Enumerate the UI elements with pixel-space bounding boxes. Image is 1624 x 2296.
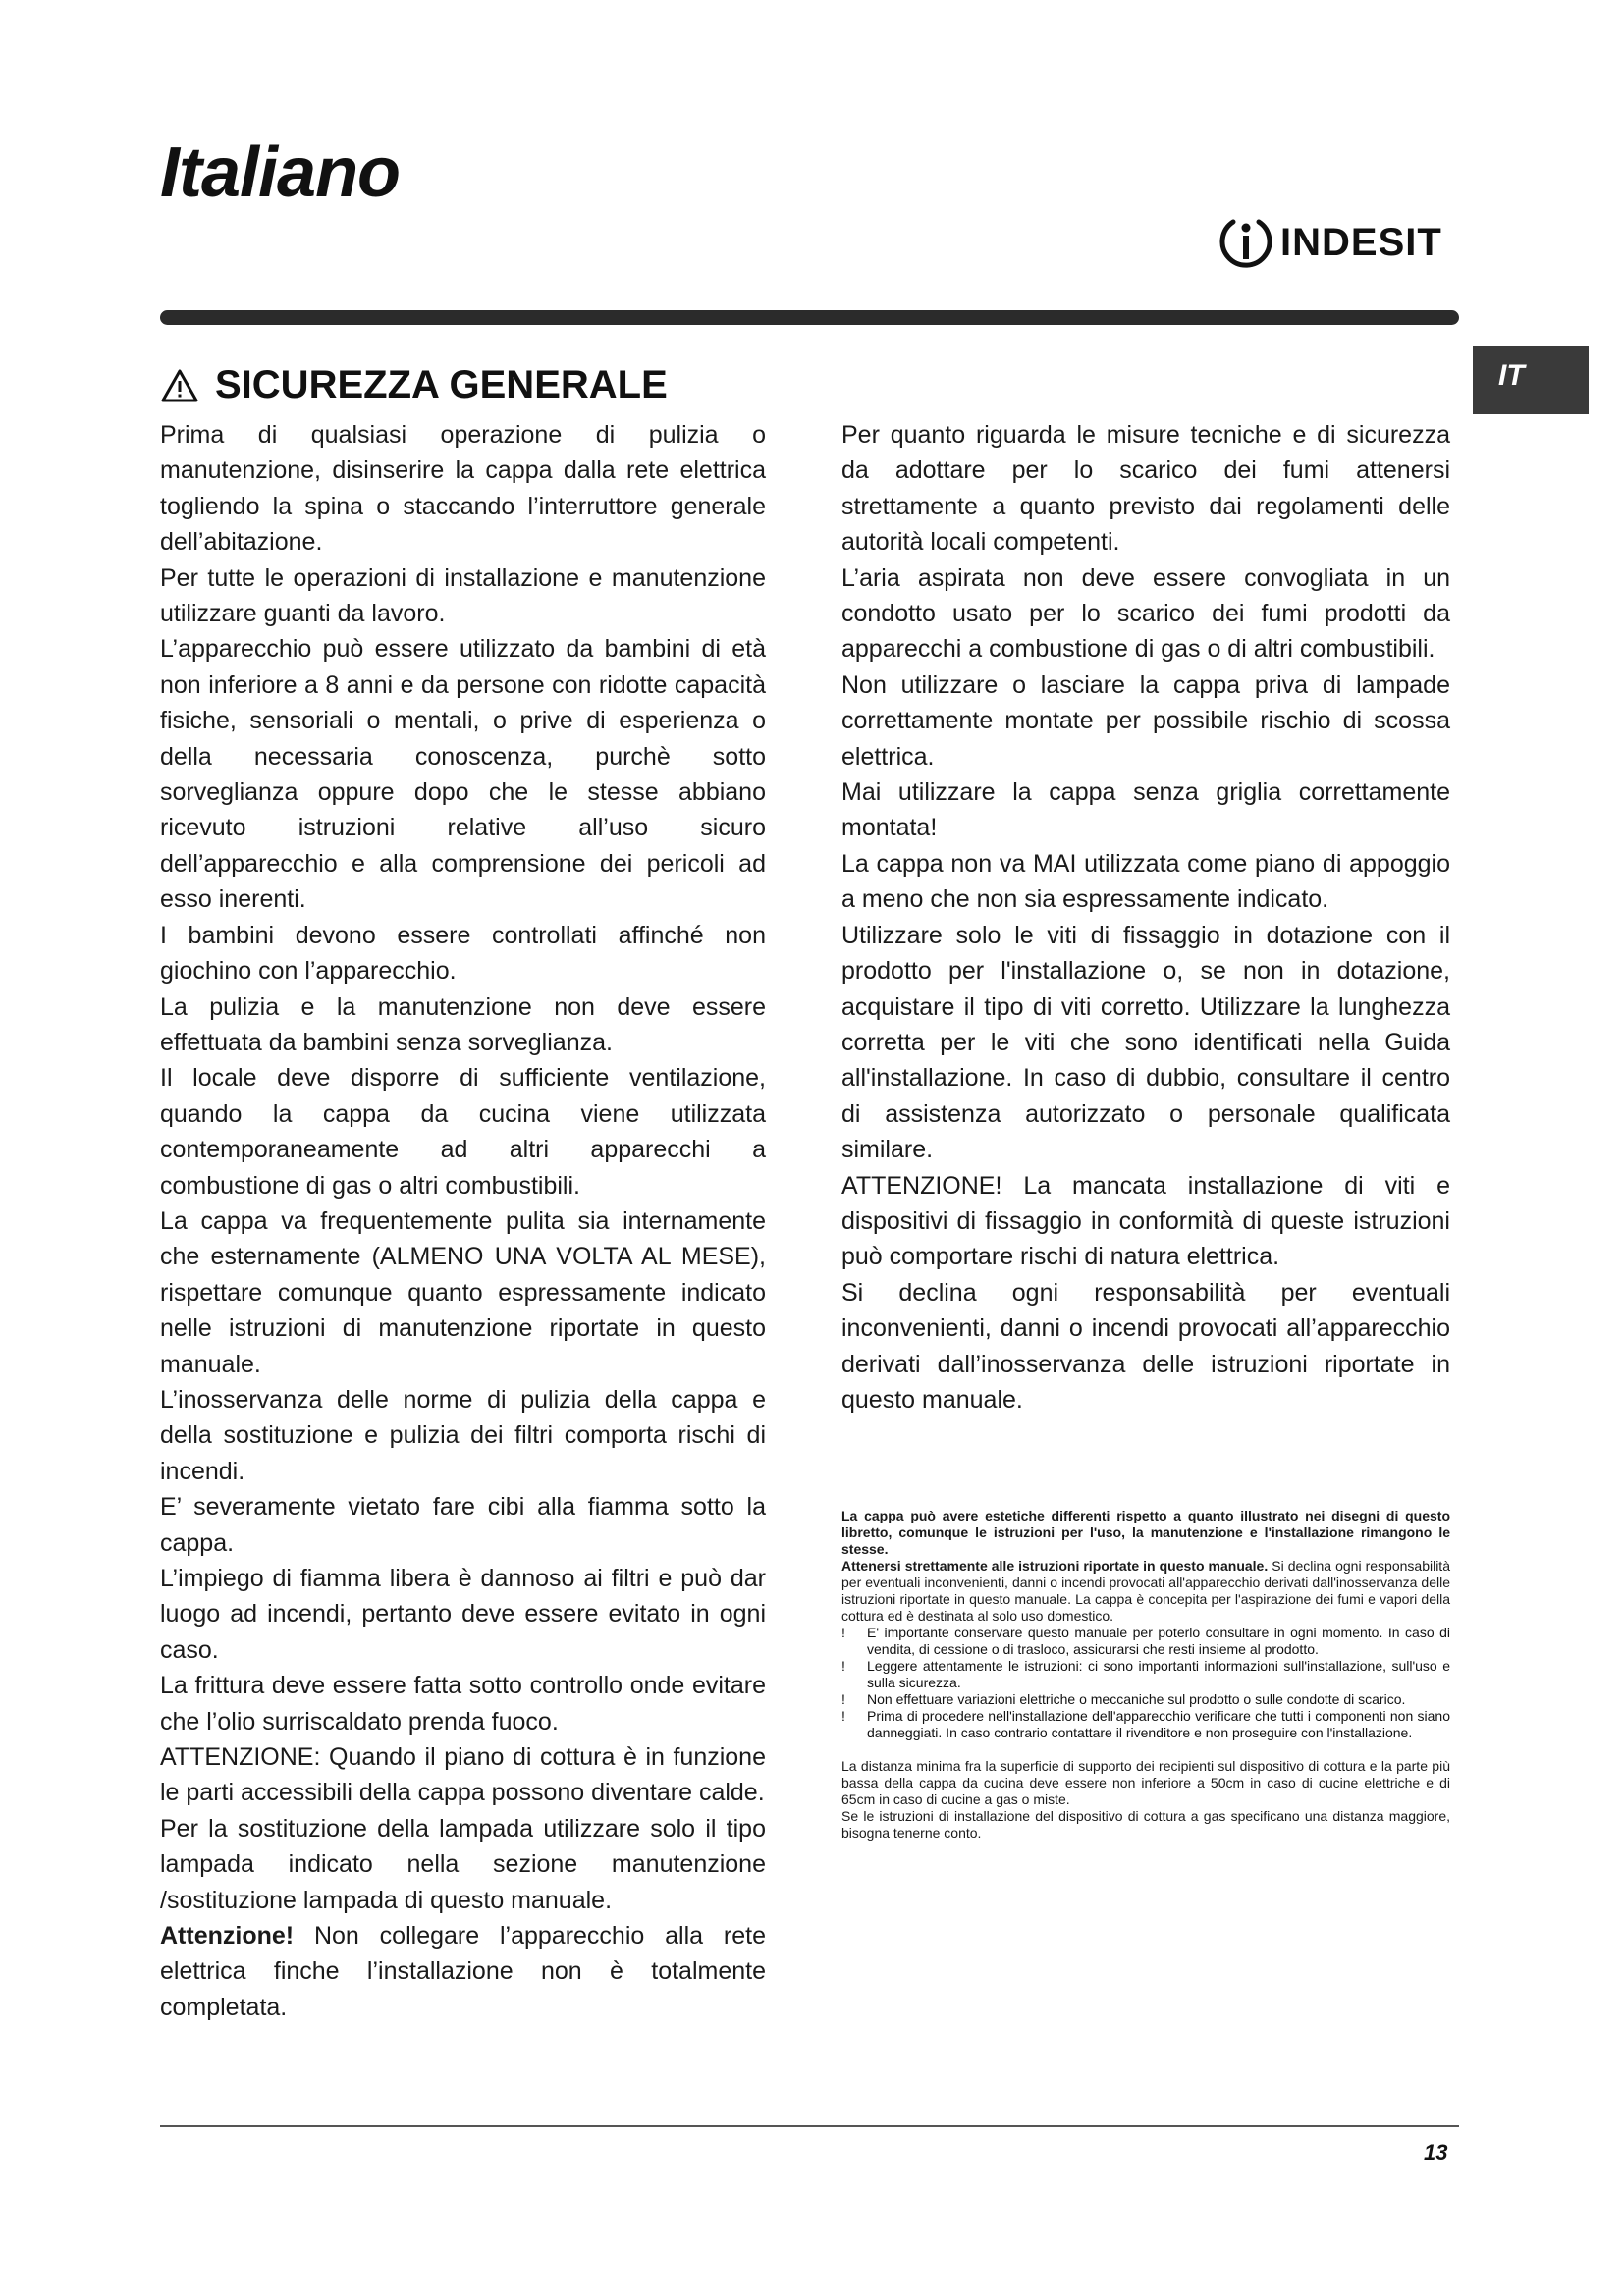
paragraph: La cappa va frequentemente pulita sia internamente che esternamente (ALMENO UNA VOLTA AL MESE), rispettare comunque quanto espressamente indicato nelle istruzioni di manutenzione riportate in questo manuale. bbox=[160, 1206, 766, 1378]
indesit-logo bbox=[1218, 214, 1442, 271]
right-column bbox=[841, 417, 1450, 1417]
paragraph: Il locale deve disporre di sufficiente ventilazione, quando la cappa da cucina viene utilizzata contemporaneamente ad altri apparecchi a combustione di gas o altri combustibili. bbox=[160, 1064, 766, 1200]
paragraph: Mai utilizzare la cappa senza griglia correttamente montata! bbox=[841, 778, 1450, 842]
exclamation-icon: ! bbox=[841, 1691, 845, 1707]
paragraph: I bambini devono essere controllati affinché non giochino con l’apparecchio. bbox=[160, 921, 766, 986]
section-title: SICUREZZA GENERALE bbox=[215, 363, 668, 406]
paragraph: L’apparecchio può essere utilizzato da bambini di età non inferiore a 8 anni e da persone con ridotte capacità fisiche, sensoriali o mentali, o prive di esperienza o della necessaria conoscenza, purchè sotto sorveglianza oppure dopo che le stesse abbiano ricevuto istruzioni relative all’uso sicuro dell’apparecchio e alla comprensione dei pericoli ad esso inerenti. bbox=[160, 635, 766, 914]
notes-intro: La cappa può avere estetiche differenti rispetto a quanto illustrato nei disegni di questo libretto, comunque le istruzioni per l'uso, la manutenzione e l'installazione rimangono le stesse. bbox=[841, 1508, 1450, 1557]
paragraph: La pulizia e la manutenzione non deve essere effettuata da bambini senza sorveglianza. bbox=[160, 992, 766, 1056]
notes-attenersi-label: Attenersi strettamente alle istruzioni riportate in questo manuale. bbox=[841, 1558, 1269, 1574]
paragraph: Utilizzare solo le viti di fissaggio in dotazione con il prodotto per l'installazione o, se non in dotazione, acquistare il tipo di viti corretto. Utilizzare la lunghezza corretta per le viti che sono identificati nella Guida all'installazione. In caso di dubbio, consultare il centro di assistenza autorizzato o personale qualificata similare. bbox=[841, 921, 1450, 1164]
language-title: Italiano bbox=[160, 133, 401, 212]
section-heading bbox=[160, 363, 668, 407]
paragraph: Prima di qualsiasi operazione di pulizia o manutenzione, disinserire la cappa dalla rete elettrica togliendo la spina o staccando l’interruttore generale dell’abitazione. bbox=[160, 421, 766, 557]
attention-text: Non collegare l’apparecchio alla rete elettrica finche l’installazione non è totalmente completata. bbox=[160, 1922, 766, 2021]
paragraph: ATTENZIONE: Quando il piano di cottura è in funzione le parti accessibili della cappa possono diventare calde. bbox=[160, 1743, 766, 1807]
warning-text: Prima di procedere nell'installazione dell'apparecchio verificare che tutti i componenti non siano danneggiati. In caso contrario contattare il rivenditore e non proseguire con l'installazione. bbox=[867, 1708, 1450, 1740]
attention-paragraph bbox=[160, 1918, 766, 2025]
paragraph: La cappa non va MAI utilizzata come piano di appoggio a meno che non sia espressamente indicato. bbox=[841, 849, 1450, 914]
warning-text: Non effettuare variazioni elettriche o meccaniche sul prodotto o sulle condotte di scarico. bbox=[867, 1691, 1406, 1707]
exclamation-icon: ! bbox=[841, 1658, 845, 1674]
paragraph: Non utilizzare o lasciare la cappa priva di lampade correttamente montate per possibile rischio di scossa elettrica. bbox=[841, 670, 1450, 771]
paragraph: ATTENZIONE! La mancata installazione di viti e dispositivi di fissaggio in conformità di queste istruzioni può comportare rischi di natura elettrica. bbox=[841, 1171, 1450, 1271]
footer-divider bbox=[160, 2125, 1459, 2127]
paragraph: L’impiego di fiamma libera è dannoso ai filtri e può dar luogo ad incendi, pertanto deve essere evitato in ogni caso. bbox=[160, 1565, 766, 1664]
paragraph: Per la sostituzione della lampada utilizzare solo il tipo lampada indicato nella sezione manutenzione /sostituzione lampada di questo manuale. bbox=[160, 1814, 766, 1914]
warning-text: E' importante conservare questo manuale per poterlo consultare in ogni momento. In caso di vendita, di cessione o di trasloco, assicurarsi che resti insieme al prodotto. bbox=[867, 1625, 1450, 1657]
paragraph: L’aria aspirata non deve essere convogliata in un condotto usato per lo scarico dei fumi prodotti da apparecchi a combustione di gas o di altri combustibili. bbox=[841, 563, 1450, 664]
warning-item bbox=[841, 1658, 1450, 1691]
page-number: 13 bbox=[1424, 2140, 1448, 2164]
warning-text: Leggere attentamente le istruzioni: ci sono importanti informazioni sull'installazione, sull'uso e sulla sicurezza. bbox=[867, 1658, 1450, 1690]
paragraph: Si declina ogni responsabilità per eventuali inconvenienti, danni o incendi provocati all’apparecchio derivati dall’inosservanza delle istruzioni riportate in questo manuale. bbox=[841, 1278, 1450, 1414]
warning-item bbox=[841, 1708, 1450, 1741]
exclamation-icon: ! bbox=[841, 1708, 845, 1724]
exclamation-icon: ! bbox=[841, 1625, 845, 1640]
attention-label: Attenzione! bbox=[160, 1922, 295, 1950]
paragraph: La frittura deve essere fatta sotto controllo onde evitare che l’olio surriscaldato prenda fuoco. bbox=[160, 1672, 766, 1735]
brand-name: INDESIT bbox=[1280, 220, 1442, 264]
distance-note: Se le istruzioni di installazione del dispositivo di cottura a gas specificano una distanza maggiore, bisogna tenerne conto. bbox=[841, 1808, 1450, 1841]
indesit-logo-icon bbox=[1218, 214, 1274, 271]
paragraph: E’ severamente vietato fare cibi alla fiamma sotto la cappa. bbox=[160, 1493, 766, 1557]
language-tab: IT bbox=[1473, 346, 1589, 414]
distance-note: La distanza minima fra la superficie di supporto dei recipienti sul dispositivo di cottura e la parte più bassa della cappa da cucina deve essere non inferiore a 50cm in caso di cucine elettriche e di 65cm in caso di cucine a gas o miste. bbox=[841, 1758, 1450, 1807]
warning-item bbox=[841, 1691, 1450, 1708]
header-divider bbox=[160, 310, 1459, 325]
paragraph: Per tutte le operazioni di installazione e manutenzione utilizzare guanti da lavoro. bbox=[160, 563, 766, 628]
warning-triangle-icon bbox=[160, 368, 199, 403]
warning-item bbox=[841, 1625, 1450, 1658]
notes-block bbox=[841, 1508, 1450, 1842]
notes-attenersi-text: Si declina ogni responsabilità per eventuali inconvenienti, danni o incendi provocati all'apparecchio derivati dall'inosservanza delle istruzioni riportate in questo manuale. La cappa è concepita per l'aspirazione dei fumi e vapori della cottura ed è destinata al solo uso domestico. bbox=[841, 1558, 1450, 1624]
paragraph: L’inosservanza delle norme di pulizia della cappa e della sostituzione e pulizia dei filtri comporta rischi di incendi. bbox=[160, 1385, 766, 1485]
notes-attenersi bbox=[841, 1558, 1450, 1625]
paragraph: Per quanto riguarda le misure tecniche e di sicurezza da adottare per lo scarico dei fumi attenersi strettamente a quanto previsto dai regolamenti delle autorità locali competenti. bbox=[841, 421, 1450, 557]
left-column bbox=[160, 417, 766, 2025]
